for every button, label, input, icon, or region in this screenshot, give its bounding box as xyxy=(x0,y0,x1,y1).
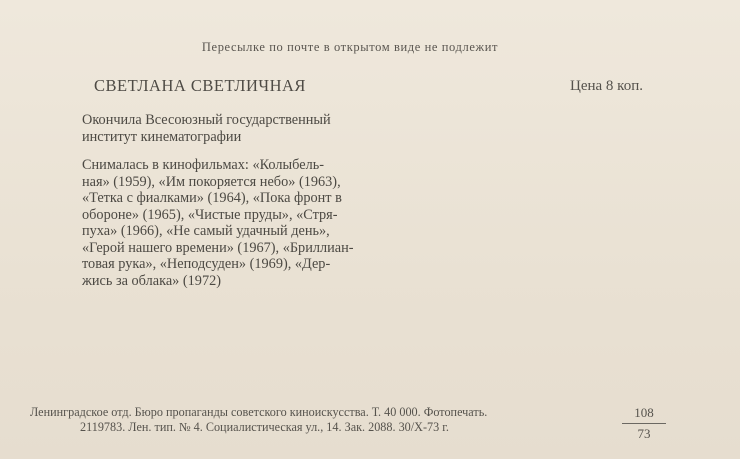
education-line: Окончила Всесоюзный государственный xyxy=(82,112,331,128)
catalog-number xyxy=(622,405,666,442)
actress-name: СВЕТЛАНА СВЕТЛИЧНАЯ xyxy=(94,76,306,95)
education-line: институт кинематографии xyxy=(82,128,242,145)
price-label: Цена 8 коп. xyxy=(570,78,643,94)
education-paragraph xyxy=(82,112,382,145)
filmography-line: «Герой нашего времени» (1967), «Бриллиан- xyxy=(82,239,354,256)
postal-notice: Пересылке по почте в открытом виде не подлежит xyxy=(201,40,499,54)
filmography-line: жись за облака» (1972) xyxy=(82,272,221,289)
catalog-denominator: 73 xyxy=(637,426,651,441)
filmography-line: товая рука», «Неподсуден» (1969), «Дер- xyxy=(82,256,331,272)
publisher-imprint xyxy=(30,405,487,435)
imprint-line-2: 2119783. Лен. тип. № 4. Социалистическая ул., 14. Зак. 2088. 30/X-73 г. xyxy=(80,420,449,434)
filmography-line: пуха» (1966), «Не самый удачный день», xyxy=(82,223,330,239)
biography xyxy=(82,112,382,289)
filmography-paragraph xyxy=(82,157,382,289)
filmography-line: ная» (1959), «Им покоряется небо» (1963), xyxy=(82,173,341,190)
filmography-line: «Тетка с фиалками» (1964), «Пока фронт в xyxy=(82,190,342,206)
filmography-line: Снималась в кинофильмах: «Колыбель- xyxy=(82,157,324,173)
catalog-numerator: 108 xyxy=(622,405,666,424)
imprint-line-1: Ленинградское отд. Бюро пропаганды советского киноискусства. Т. 40 000. Фотопечать. xyxy=(30,405,488,419)
filmography-line: обороне» (1965), «Чистые пруды», «Стря- xyxy=(82,206,338,223)
